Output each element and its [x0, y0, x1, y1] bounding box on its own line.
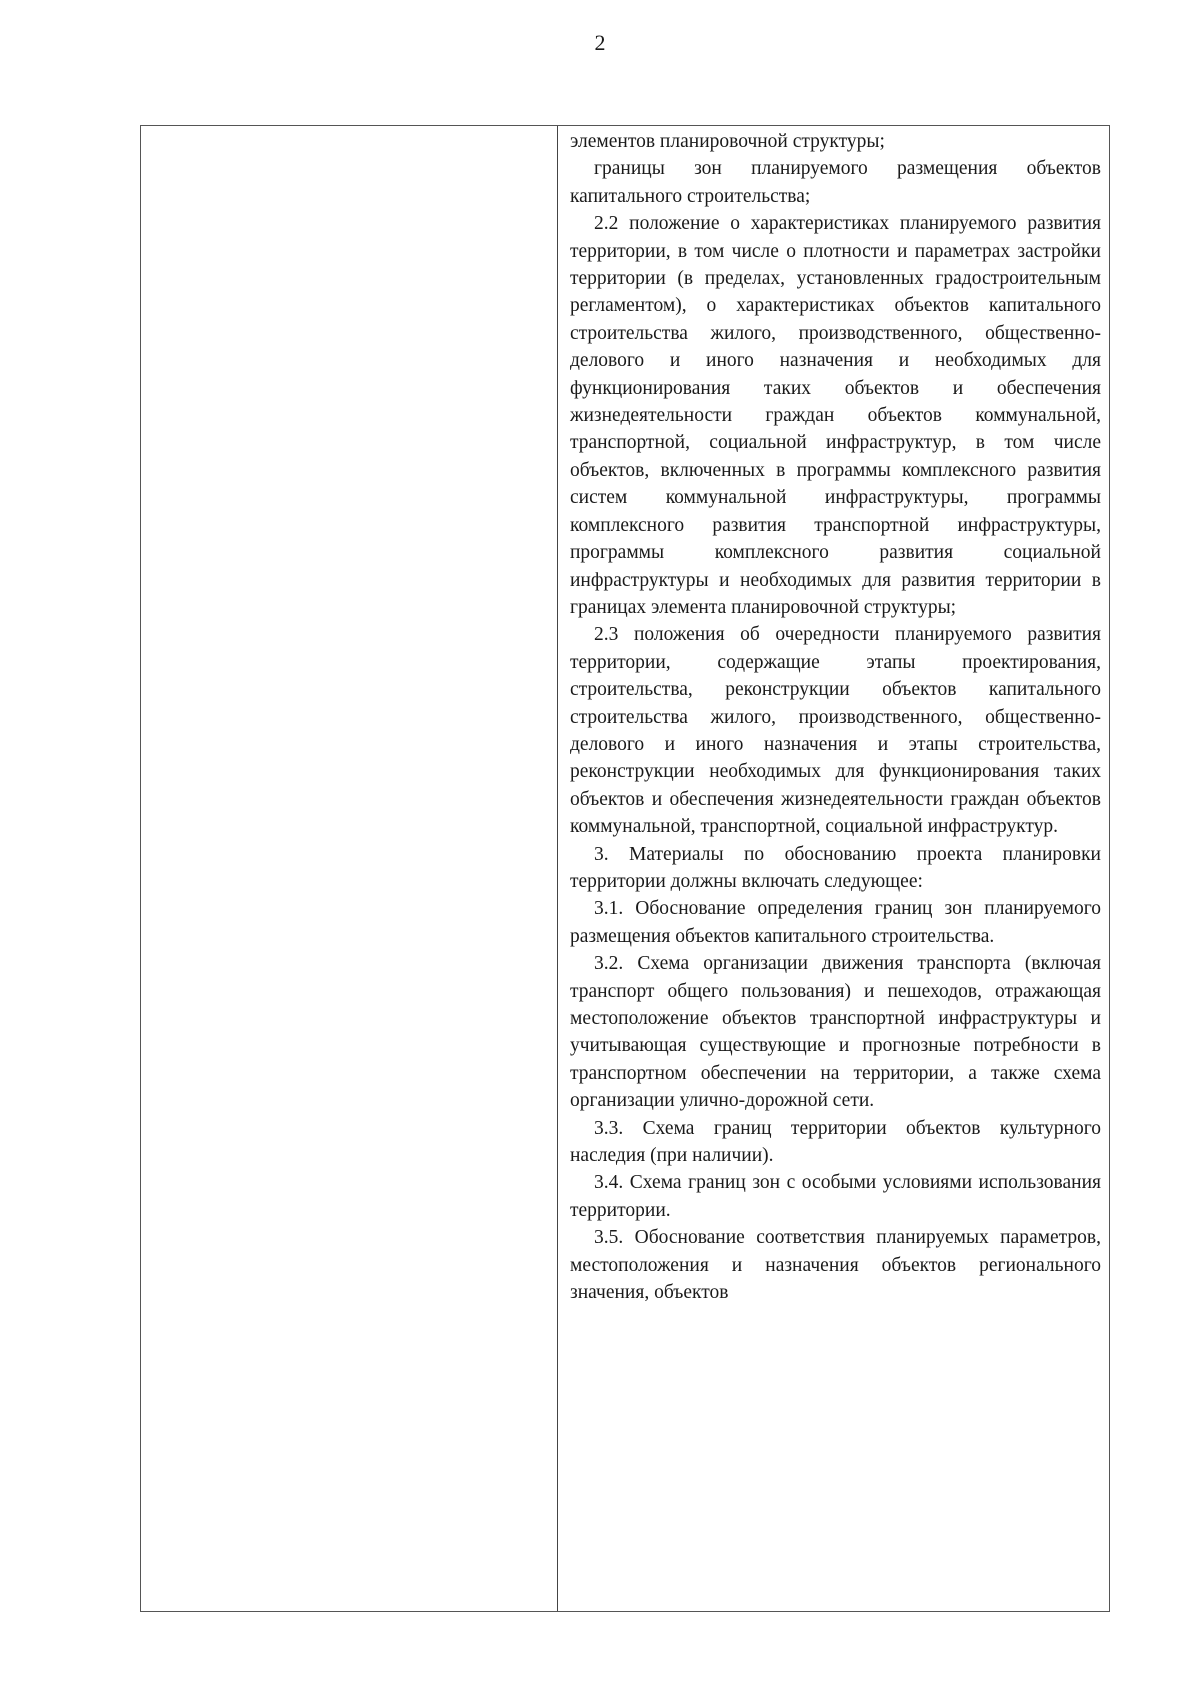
- paragraph: 3.4. Схема границ зон с особыми условиями использования территории.: [570, 1172, 1101, 1221]
- paragraph: 2.2 положение о характеристиках планируемого развития территории, в том числе о плотности и параметрах застройки территории (в пределах, установленных градостроительным регламентом), о характеристиках объектов капитального строительства жилого, производственного, общественно-делового и иного назначения и необходимых для функционирования таких объектов и обеспечения жизнедеятельности граждан объектов коммунальной, транспортной, социальной инфраструктур, в том числе объектов, включенных в программы комплексного развития систем коммунальной инфраструктуры, программы комплексного развития транспортной инфраструктуры, программы комплексного развития социальной инфраструктуры и необходимых для развития территории в границах элемента планировочной структуры;: [570, 213, 1101, 618]
- paragraph: 3.2. Схема организации движения транспорта (включая транспорт общего пользования) и пешеходов, отражающая местоположение объектов транспортной инфраструктуры и учитывающая существующие и прогнозные потребности в транспортном обеспечении на территории, а также схема организации улично-дорожной сети.: [570, 953, 1101, 1112]
- paragraph: 3.1. Обоснование определения границ зон планируемого размещения объектов капитального строительства.: [570, 898, 1101, 947]
- table-left-cell: [141, 126, 558, 1611]
- paragraph: границы зон планируемого размещения объектов капитального строительства;: [570, 158, 1101, 207]
- page-number: 2: [594, 30, 606, 55]
- document-table: [140, 125, 1110, 1612]
- paragraph: 3. Материалы по обоснованию проекта планировки территории должны включать следующее:: [570, 843, 1101, 892]
- paragraph: 3.5. Обоснование соответствия планируемых параметров, местоположения и назначения объектов регионального значения, объектов: [570, 1227, 1101, 1304]
- paragraph: 2.3 положения об очередности планируемого развития территории, содержащие этапы проектирования, строительства, реконструкции объектов капитального строительства жилого, производственного, общественно-делового и иного назначения и этапы строительства, реконструкции необходимых для функционирования таких объектов и обеспечения жизнедеятельности граждан объектов коммунальной, транспортной, социальной инфраструктур.: [570, 624, 1101, 838]
- paragraph: 3.3. Схема границ территории объектов культурного наследия (при наличии).: [570, 1117, 1101, 1167]
- table-right-cell: [558, 126, 1109, 1611]
- paragraph: элементов планировочной структуры;: [570, 131, 885, 152]
